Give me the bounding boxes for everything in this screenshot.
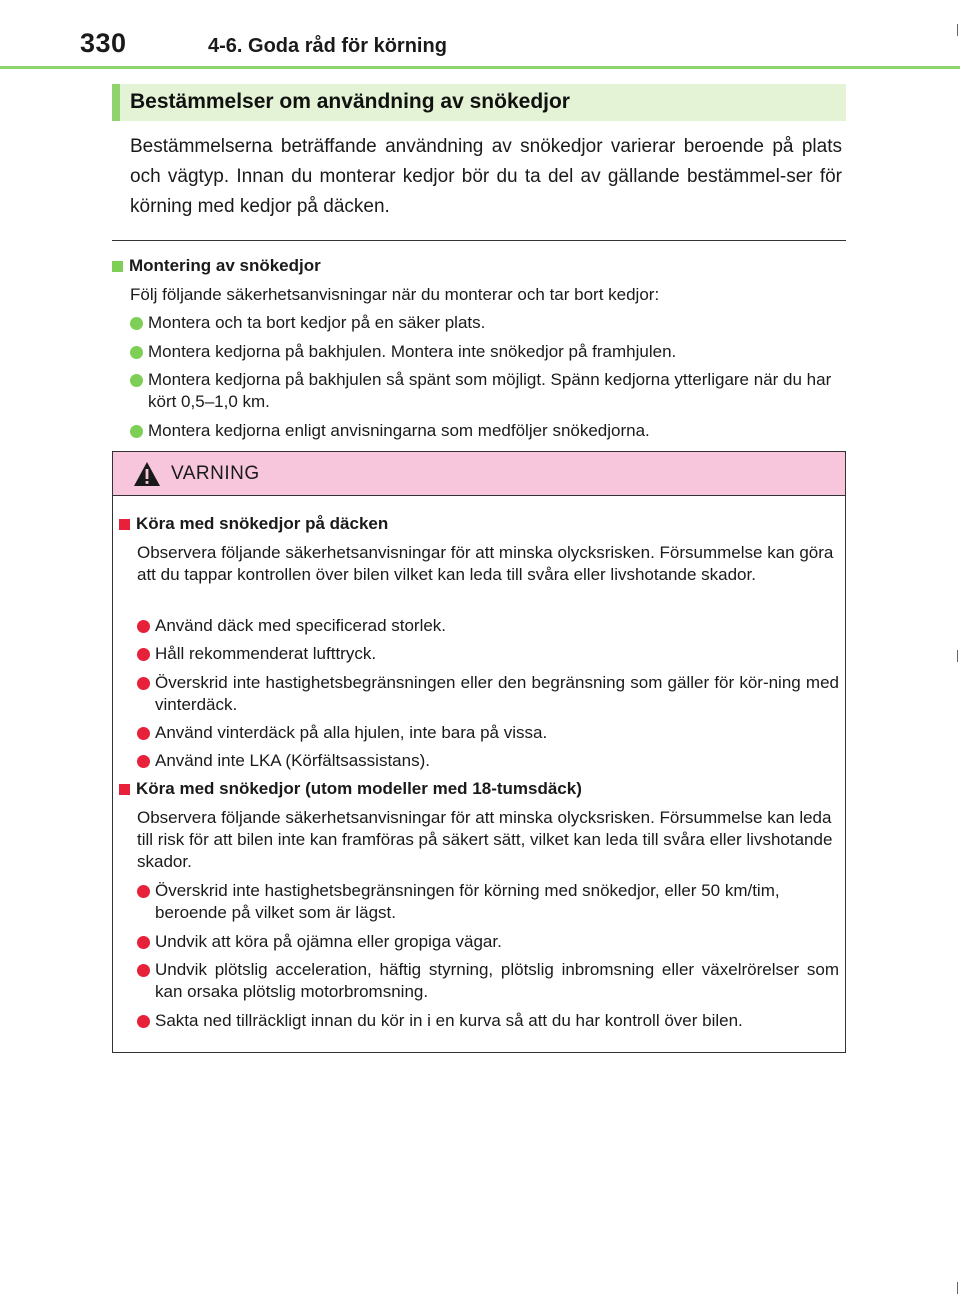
section-title: Bestämmelser om användning av snökedjor bbox=[130, 90, 570, 113]
warning-triangle-icon bbox=[133, 461, 161, 487]
list-item bbox=[130, 312, 846, 334]
bullet-dot-icon bbox=[130, 425, 143, 438]
list-item bbox=[130, 341, 846, 363]
list-item bbox=[137, 880, 839, 924]
list-item bbox=[137, 672, 839, 716]
warning-paragraph: Observera följande säkerhetsanvisningar för att minska olycksrisken. Försummelse kan leda till risk för att bilen inte kan framföras på säkert sätt, vilket kan leda till svåra eller livshotande skador. bbox=[137, 808, 833, 871]
list-item-text: Montera kedjorna enligt anvisningarna som medföljer snökedjorna. bbox=[148, 421, 650, 440]
section-accent bbox=[112, 84, 120, 121]
square-bullet-icon bbox=[112, 261, 123, 272]
list-item-text: Montera kedjorna på bakhjulen så spänt som möjligt. Spänn kedjorna ytterligare när du har kört 0,5–1,0 km. bbox=[148, 370, 832, 411]
bullet-dot-icon bbox=[137, 964, 150, 977]
list-item-text: Använd vinterdäck på alla hjulen, inte bara på vissa. bbox=[155, 723, 548, 742]
header-rule bbox=[0, 66, 960, 69]
warning-subheading-text: Köra med snökedjor på däcken bbox=[136, 514, 389, 533]
mounting-lead: Följ följande säkerhetsanvisningar när du monterar och tar bort kedjor: bbox=[130, 285, 660, 304]
crop-mark bbox=[957, 1282, 958, 1294]
list-item-text: Undvik att köra på ojämna eller gropiga vägar. bbox=[155, 932, 502, 951]
list-item bbox=[137, 959, 839, 1003]
bullet-dot-icon bbox=[137, 648, 150, 661]
list-item-text: Använd inte LKA (Körfältsassistans). bbox=[155, 751, 430, 770]
bullet-dot-icon bbox=[130, 317, 143, 330]
square-bullet-icon bbox=[119, 784, 130, 795]
list-item bbox=[137, 1010, 839, 1032]
list-item bbox=[137, 750, 839, 772]
list-item-text: Håll rekommenderat lufttryck. bbox=[155, 644, 377, 663]
bullet-dot-icon bbox=[130, 374, 143, 387]
list-item-text: Sakta ned tillräckligt innan du kör in i en kurva så att du har kontroll över bilen. bbox=[155, 1011, 743, 1030]
bullet-dot-icon bbox=[137, 755, 150, 768]
bullet-dot-icon bbox=[137, 727, 150, 740]
list-item bbox=[130, 369, 846, 413]
bullet-dot-icon bbox=[137, 1015, 150, 1028]
bullet-dot-icon bbox=[137, 885, 150, 898]
list-item bbox=[130, 420, 846, 442]
warning-paragraph: Observera följande säkerhetsanvisningar för att minska olycksrisken. Försummelse kan göra att du tappar kontrollen över bilen vilket kan leda till svåra eller livshotande skador. bbox=[137, 543, 834, 584]
list-item bbox=[137, 643, 839, 665]
warning-subheading bbox=[119, 779, 582, 799]
list-item bbox=[137, 931, 839, 953]
warning-header bbox=[113, 452, 845, 496]
mounting-heading-text: Montering av snökedjor bbox=[129, 256, 321, 275]
mounting-heading bbox=[112, 256, 321, 276]
bullet-dot-icon bbox=[137, 620, 150, 633]
section-divider bbox=[112, 240, 846, 241]
list-item-text: Överskrid inte hastighetsbegränsningen för körning med snökedjor, eller 50 km/tim, beroende på vilket som är lägst. bbox=[155, 881, 780, 922]
square-bullet-icon bbox=[119, 519, 130, 530]
list-item-text: Använd däck med specificerad storlek. bbox=[155, 616, 447, 635]
crop-mark bbox=[957, 650, 958, 662]
list-item-text: Överskrid inte hastighetsbegränsningen eller den begränsning som gäller för kör-ning med vinterdäck. bbox=[155, 673, 839, 714]
intro-paragraph: Bestämmelserna beträffande användning av snökedjor varierar beroende på plats och vägtyp. Innan du monterar kedjor bör du ta del av gällande bestämmel-ser för körning med kedjor på däcken. bbox=[130, 136, 842, 217]
list-item-text: Undvik plötslig acceleration, häftig styrning, plötslig inbromsning eller växelrörelser som kan orsaka plötslig motorbromsning. bbox=[155, 960, 839, 1001]
page-number: 330 bbox=[80, 28, 127, 58]
list-item-text: Montera och ta bort kedjor på en säker plats. bbox=[148, 313, 486, 332]
crop-mark bbox=[957, 24, 958, 36]
list-item-text: Montera kedjorna på bakhjulen. Montera inte snökedjor på framhjulen. bbox=[148, 342, 677, 361]
warning-box bbox=[112, 451, 846, 1053]
list-item bbox=[137, 615, 839, 637]
bullet-dot-icon bbox=[130, 346, 143, 359]
warning-subheading-text: Köra med snökedjor (utom modeller med 18-tumsdäck) bbox=[136, 779, 582, 798]
section-title-bar bbox=[112, 84, 846, 121]
bullet-dot-icon bbox=[137, 677, 150, 690]
warning-title: VARNING bbox=[171, 463, 260, 484]
warning-subheading bbox=[119, 514, 388, 534]
bullet-dot-icon bbox=[137, 936, 150, 949]
list-item bbox=[137, 722, 839, 744]
chapter-title: 4-6. Goda råd för körning bbox=[208, 35, 447, 57]
